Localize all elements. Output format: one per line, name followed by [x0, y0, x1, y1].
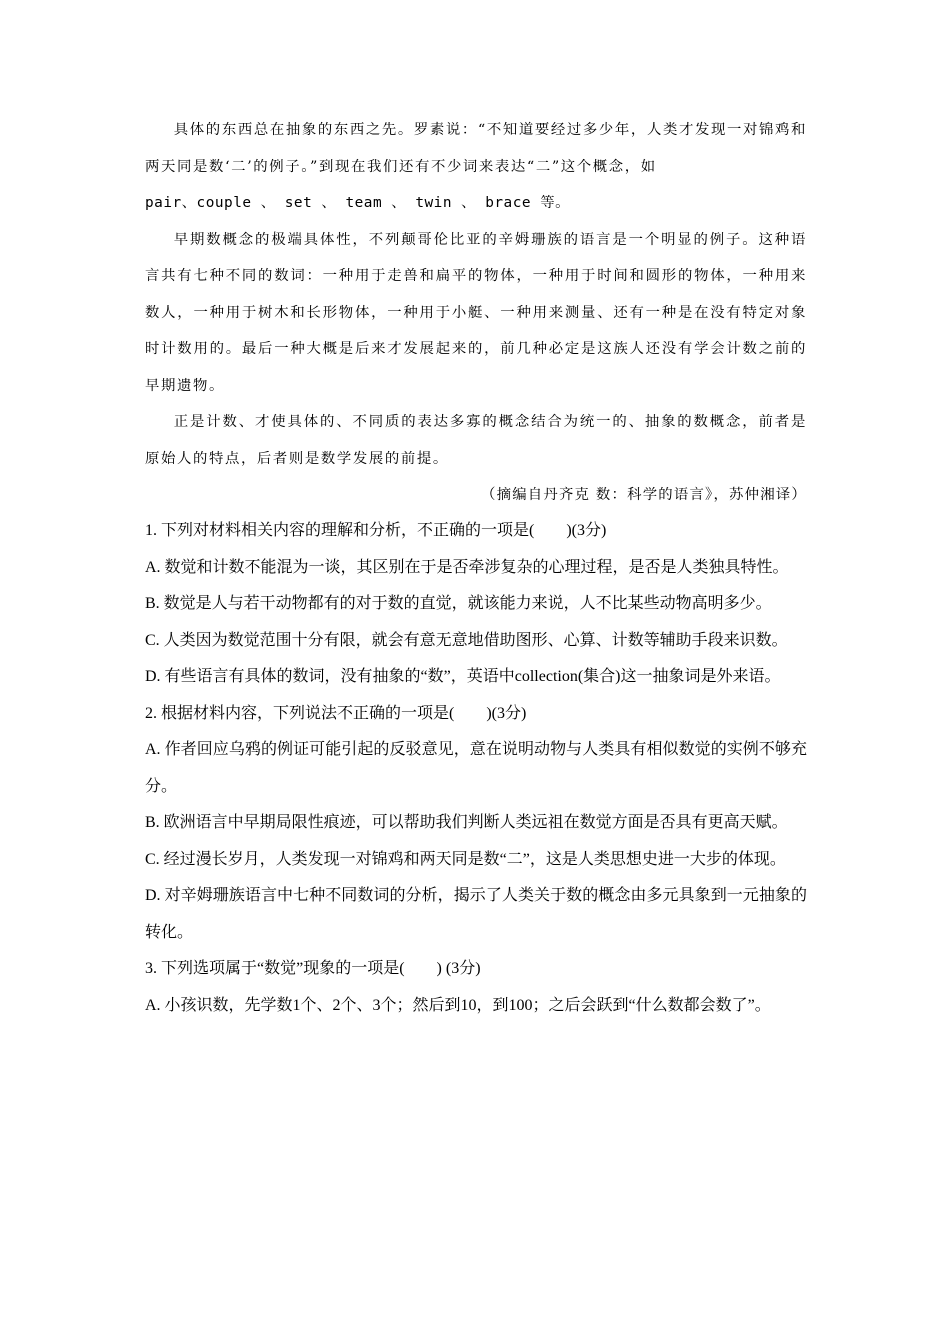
question-2-option-c: C. 经过漫长岁月，人类发现一对锦鸡和两天同是数“二”，这是人类思想史进一大步的体现。 — [145, 850, 786, 868]
question-1-stem: 1. 下列对材料相关内容的理解和分析，不正确的一项是( )(3分) — [145, 522, 607, 539]
question-2-stem: 2. 根据材料内容，下列说法不正确的一项是( )(3分) — [145, 704, 527, 722]
question-3-option-a: A. 小孩识数，先学数1个、2个、3个；然后到10，到100；之后会跃到“什么数都会数了”。 — [145, 996, 771, 1014]
passage-word-list — [145, 185, 807, 222]
document-body — [145, 112, 807, 1024]
question-1-option-d: D. 有些语言有具体的数词，没有抽象的“数”，英语中collection(集合)这一抽象词是外来语。 — [145, 668, 781, 685]
passage-paragraph-2: 早期数概念的极端具体性，不列颠哥伦比亚的辛姆珊族的语言是一个明显的例子。这种语言共有七种不同的数词：一种用于走兽和扁平的物体，一种用于时间和圆形的物体，一种用来数人，一种用于树木和长形物体，一种用于小艇、一种用来测量、还有一种是在没有特定对象时计数用的。最后一种大概是后来才发展起来的，前几种必定是这族人还没有学会计数之前的早期遗物。 — [145, 231, 807, 394]
passage-paragraph-1 — [145, 112, 807, 185]
passage-paragraph-3: 正是计数、才使具体的、不同质的表达多寡的概念结合为统一的、抽象的数概念，前者是原始人的特点，后者则是数学发展的前提。 — [145, 414, 807, 467]
question-1-option-c: C. 人类因为数觉范围十分有限，就会有意无意地借助图形、心算、计数等辅助手段来识数。 — [145, 631, 788, 649]
question-2-option-b: B. 欧洲语言中早期局限性痕迹，可以帮助我们判断人类远祖在数觉方面是否具有更高天赋。 — [145, 814, 788, 831]
question-1-option-b: B. 数觉是人与若干动物都有的对于数的直觉，就该能力来说，人不比某些动物高明多少。 — [145, 595, 772, 612]
question-1-option-a: A. 数觉和计数不能混为一谈，其区别在于是否牵涉复杂的心理过程，是否是人类独具特性。 — [145, 558, 789, 576]
question-2-option-d: D. 对辛姆珊族语言中七种不同数词的分析，揭示了人类关于数的概念由多元具象到一元抽象的转化。 — [145, 887, 807, 941]
question-3-stem: 3. 下列选项属于“数觉”现象的一项是( ) (3分) — [145, 960, 481, 977]
word-list-text: pair、couple 、 set 、 team 、 twin 、 brace 等。 — [145, 195, 570, 211]
passage-paragraph-1-text: 具体的东西总在抽象的东西之先。罗素说：“不知道要经过多少年，人类才发现一对锦鸡和两天同是数‘二’的例子。”到现在我们还有不少词来表达“二”这个概念，如 — [145, 122, 807, 175]
question-2-option-a: A. 作者回应乌鸦的例证可能引起的反驳意见，意在说明动物与人类具有相似数觉的实例不够充分。 — [145, 741, 807, 795]
source-citation: （摘编自丹齐克 数：科学的语言》，苏仲湘译） — [481, 487, 807, 503]
